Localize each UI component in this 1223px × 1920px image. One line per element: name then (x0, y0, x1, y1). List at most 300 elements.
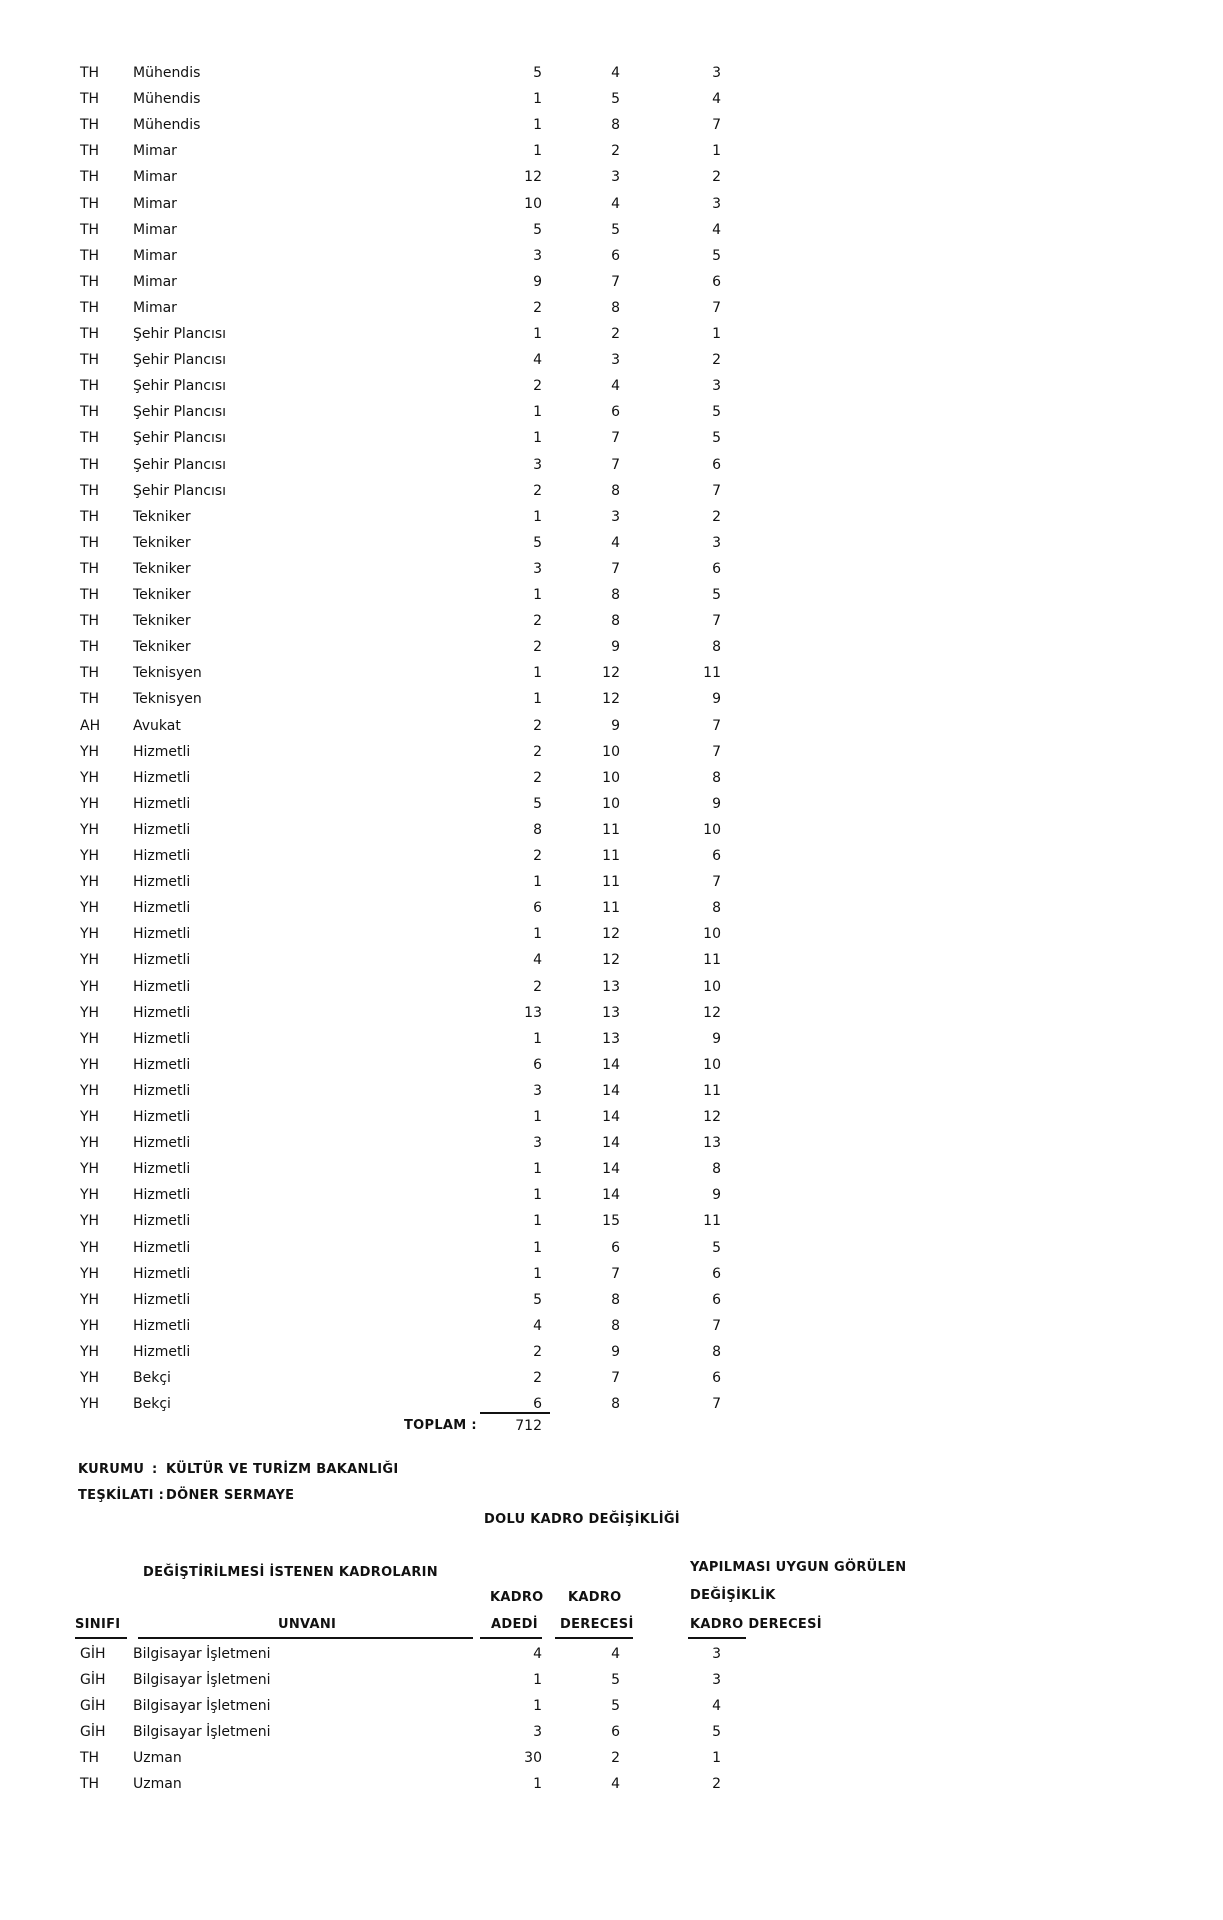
derece-cell: 7 (611, 1370, 620, 1386)
derece-cell: 10 (602, 795, 620, 812)
sinif-cell: TH (80, 169, 100, 186)
unvan-cell: Hizmetli (133, 1343, 191, 1360)
sinif-cell: YH (80, 743, 100, 760)
sinif-cell: TH (80, 691, 100, 708)
adet-cell: 1 (533, 587, 542, 603)
sinif-cell: YH (80, 1343, 100, 1360)
adet-cell: 3 (533, 247, 542, 264)
sinif-cell: TH (80, 430, 100, 447)
adet-cell: 4 (533, 952, 542, 969)
adet-cell: 2 (533, 1343, 542, 1360)
unvan-cell: Hizmetli (133, 743, 191, 760)
derece-cell: 12 (602, 665, 620, 682)
adet-cell: 6 (533, 1056, 542, 1073)
sinif-cell: YH (80, 1265, 100, 1282)
uygun-cell: 6 (712, 1291, 721, 1308)
sinif-cell: TH (80, 326, 100, 342)
sinif-cell: TH (80, 117, 100, 134)
derece-cell: 8 (611, 1291, 620, 1308)
sinif-cell: YH (80, 1317, 100, 1334)
unvan-cell: Şehir Plancısı (133, 352, 227, 369)
adet-cell: 1 (533, 143, 542, 160)
sinif-cell: TH (80, 587, 100, 603)
derece-cell: 7 (611, 560, 620, 577)
sinif-cell: GİH (80, 1672, 106, 1688)
sinif-cell: GİH (80, 1698, 106, 1714)
adet-cell: 2 (533, 848, 542, 864)
unvan-cell: Mimar (133, 221, 177, 238)
adet-cell: 1 (533, 1672, 542, 1688)
derece-cell: 11 (602, 848, 620, 864)
derece-cell: 5 (611, 1698, 620, 1714)
adet-cell: 3 (533, 560, 542, 577)
unvan-cell: Bilgisayar İşletmeni (133, 1724, 271, 1740)
adet-cell: 1 (533, 874, 542, 891)
derece-cell: 6 (611, 247, 620, 264)
derece-cell: 7 (611, 456, 620, 473)
adet-cell: 1 (533, 117, 542, 134)
adet-cell: 2 (533, 613, 542, 630)
uygun-cell: 5 (712, 247, 721, 264)
derece-cell: 4 (611, 378, 620, 395)
adet-cell: 4 (533, 1646, 542, 1662)
uygun-cell: 7 (712, 613, 721, 630)
uygun-cell: 3 (712, 378, 721, 395)
sinif-cell: TH (80, 456, 100, 473)
adet-cell: 5 (533, 795, 542, 812)
unvan-cell: Teknisyen (133, 665, 202, 682)
uygun-cell: 1 (712, 326, 721, 342)
uygun-cell: 7 (712, 1317, 721, 1334)
sinif-cell: YH (80, 952, 100, 969)
sinif-cell: YH (80, 1082, 100, 1099)
derece-cell: 11 (602, 900, 620, 917)
derece-cell: 7 (611, 430, 620, 447)
unvan-cell: Hizmetli (133, 1317, 191, 1334)
adet-cell: 1 (533, 91, 542, 108)
adet-cell: 1 (533, 926, 542, 943)
sinif-cell: YH (80, 900, 100, 917)
derece-cell: 2 (611, 326, 620, 342)
derece-cell: 15 (602, 1213, 620, 1230)
adet-cell: 2 (533, 378, 542, 395)
adet-cell: 3 (533, 1082, 542, 1099)
derece-cell: 6 (611, 1724, 620, 1740)
uygun-cell: 8 (712, 1343, 721, 1360)
uygun-cell: 9 (712, 795, 721, 812)
uygun-cell: 7 (712, 717, 721, 734)
uygun-cell: 12 (703, 1109, 721, 1125)
adet-cell: 1 (533, 326, 542, 342)
total-value: 712 (515, 1418, 542, 1434)
sinif-cell: TH (80, 221, 100, 238)
uygun-cell: 11 (703, 1082, 721, 1099)
derece-cell: 4 (611, 195, 620, 212)
uygun-cell: 2 (712, 1776, 721, 1792)
derece-cell: 12 (602, 691, 620, 708)
sinif-cell: YH (80, 1239, 100, 1256)
uygun-cell: 3 (712, 65, 721, 81)
uygun-cell: 4 (712, 1698, 721, 1714)
unvan-cell: Şehir Plancısı (133, 456, 227, 473)
total-label: TOPLAM : (404, 1418, 477, 1433)
derece-header-line2: DERECESİ (560, 1617, 634, 1632)
adet-cell: 1 (533, 1239, 542, 1256)
uygun-cell: 8 (712, 900, 721, 917)
unvan-cell: Mühendis (133, 91, 201, 108)
sinif-cell: TH (80, 195, 100, 212)
derece-cell: 6 (611, 404, 620, 421)
sinif-cell: YH (80, 1187, 100, 1204)
uygun-cell: 7 (712, 1396, 721, 1413)
adet-cell: 10 (524, 195, 542, 212)
sinif-cell: TH (80, 91, 100, 108)
adet-cell: 6 (533, 1396, 542, 1413)
kurumu-value: KÜLTÜR VE TURİZM BAKANLIĞI (166, 1462, 399, 1477)
uygun-cell: 10 (703, 821, 721, 838)
adet-cell: 12 (524, 169, 542, 186)
derece-cell: 5 (611, 1672, 620, 1688)
unvan-cell: Hizmetli (133, 1135, 191, 1152)
uygun-cell: 8 (712, 1161, 721, 1178)
sinif-cell: GİH (80, 1724, 106, 1740)
adet-cell: 1 (533, 1776, 542, 1792)
adet-cell: 13 (524, 1004, 542, 1021)
kurumu-label: KURUMU (78, 1462, 145, 1477)
derece-cell: 14 (602, 1082, 620, 1099)
sinif-cell: TH (80, 404, 100, 421)
adet-cell: 1 (533, 508, 542, 525)
adet-header-line1: KADRO (490, 1590, 544, 1605)
adet-cell: 2 (533, 482, 542, 499)
sinif-cell: YH (80, 1370, 100, 1386)
derece-cell: 3 (611, 169, 620, 186)
derece-cell: 10 (602, 769, 620, 786)
sinif-cell: TH (80, 613, 100, 630)
derece-cell: 6 (611, 1239, 620, 1256)
derece-cell: 4 (611, 1776, 620, 1792)
unvan-cell: Hizmetli (133, 1161, 191, 1178)
uygun-cell: 7 (712, 482, 721, 499)
sinif-cell: TH (80, 299, 100, 316)
adet-cell: 1 (533, 404, 542, 421)
sinif-cell: YH (80, 821, 100, 838)
unvan-cell: Hizmetli (133, 926, 191, 943)
sinif-cell: TH (80, 247, 100, 264)
sinif-cell: TH (80, 534, 100, 551)
unvan-cell: Bilgisayar İşletmeni (133, 1646, 271, 1662)
sinif-header: SINIFI (75, 1617, 121, 1632)
sinif-cell: YH (80, 1109, 100, 1125)
adet-cell: 2 (533, 769, 542, 786)
uygun-cell: 3 (712, 1672, 721, 1688)
derece-cell: 14 (602, 1056, 620, 1073)
adet-cell: 4 (533, 1317, 542, 1334)
unvan-cell: Bilgisayar İşletmeni (133, 1672, 271, 1688)
derece-cell: 8 (611, 1317, 620, 1334)
unvan-cell: Hizmetli (133, 1239, 191, 1256)
unvan-cell: Hizmetli (133, 795, 191, 812)
unvan-cell: Mimar (133, 143, 177, 160)
uygun-cell: 6 (712, 1265, 721, 1282)
adet-cell: 1 (533, 665, 542, 682)
section-heading: DOLU KADRO DEĞİŞİKLİĞİ (484, 1512, 680, 1527)
unvan-cell: Hizmetli (133, 848, 191, 864)
unvan-cell: Mimar (133, 247, 177, 264)
uygun-cell: 2 (712, 352, 721, 369)
adet-cell: 5 (533, 221, 542, 238)
adet-cell: 1 (533, 1187, 542, 1204)
unvan-cell: Tekniker (133, 560, 191, 577)
unvan-cell: Teknisyen (133, 691, 202, 708)
sinif-cell: TH (80, 639, 100, 656)
adet-cell: 3 (533, 1724, 542, 1740)
unvan-cell: Mimar (133, 273, 177, 290)
uygun-cell: 8 (712, 639, 721, 656)
unvan-cell: Mühendis (133, 65, 201, 81)
sinif-cell: AH (80, 717, 101, 734)
adet-cell: 2 (533, 639, 542, 656)
uygun-cell: 12 (703, 1004, 721, 1021)
derece-cell: 13 (602, 1030, 620, 1047)
derece-cell: 7 (611, 1265, 620, 1282)
uygun-cell: 9 (712, 1030, 721, 1047)
derece-cell: 12 (602, 926, 620, 943)
unvan-cell: Tekniker (133, 639, 191, 656)
sinif-cell: TH (80, 378, 100, 395)
adet-cell: 8 (533, 821, 542, 838)
unvan-cell: Hizmetli (133, 1187, 191, 1204)
unvan-cell: Hizmetli (133, 1213, 191, 1230)
unvan-cell: Hizmetli (133, 900, 191, 917)
unvan-cell: Hizmetli (133, 1109, 191, 1125)
derece-cell: 4 (611, 65, 620, 81)
adet-cell: 1 (533, 430, 542, 447)
teskilati-label: TEŞKİLATI : (78, 1488, 165, 1503)
unvan-cell: Hizmetli (133, 769, 191, 786)
adet-cell: 1 (533, 1161, 542, 1178)
table-row (0, 1749, 1223, 1775)
adet-cell: 4 (533, 352, 542, 369)
sinif-cell: TH (80, 352, 100, 369)
sinif-cell: YH (80, 1396, 100, 1413)
derece-cell: 9 (611, 717, 620, 734)
sinif-cell: YH (80, 874, 100, 891)
sinif-cell: YH (80, 1161, 100, 1178)
group-left-header: DEĞİŞTİRİLMESİ İSTENEN KADROLARIN (143, 1565, 438, 1580)
derece-cell: 8 (611, 587, 620, 603)
adet-cell: 9 (533, 273, 542, 290)
table-row (0, 1671, 1223, 1697)
unvan-cell: Hizmetli (133, 952, 191, 969)
derece-cell: 7 (611, 273, 620, 290)
uygun-cell: 4 (712, 91, 721, 108)
uygun-cell: 7 (712, 299, 721, 316)
uygun-cell: 3 (712, 1646, 721, 1662)
adet-cell: 2 (533, 717, 542, 734)
uygun-cell: 4 (712, 221, 721, 238)
unvan-cell: Uzman (133, 1750, 182, 1766)
uygun-cell: 2 (712, 169, 721, 186)
derece-cell: 4 (611, 534, 620, 551)
uygun-cell: 6 (712, 560, 721, 577)
unvan-cell: Uzman (133, 1776, 182, 1792)
uygun-cell: 7 (712, 874, 721, 891)
derece-cell: 9 (611, 1343, 620, 1360)
derece-cell: 5 (611, 221, 620, 238)
derece-cell: 5 (611, 91, 620, 108)
derece-cell: 8 (611, 117, 620, 134)
adet-cell: 1 (533, 691, 542, 708)
table-row (0, 1723, 1223, 1749)
unvan-cell: Hizmetli (133, 1004, 191, 1021)
adet-cell: 6 (533, 900, 542, 917)
uygun-cell: 11 (703, 665, 721, 682)
uygun-cell: 3 (712, 195, 721, 212)
unvan-header: UNVANI (278, 1617, 337, 1632)
adet-cell: 2 (533, 1370, 542, 1386)
unvan-cell: Tekniker (133, 613, 191, 630)
unvan-cell: Hizmetli (133, 1056, 191, 1073)
uygun-cell: 7 (712, 743, 721, 760)
group-right-header-line1: YAPILMASI UYGUN GÖRÜLEN (690, 1560, 907, 1575)
sinif-cell: YH (80, 848, 100, 864)
sinif-cell: YH (80, 769, 100, 786)
unvan-cell: Şehir Plancısı (133, 378, 227, 395)
uygun-cell: 6 (712, 848, 721, 864)
derece-cell: 14 (602, 1187, 620, 1204)
adet-cell: 1 (533, 1109, 542, 1125)
uygun-cell: 1 (712, 1750, 721, 1766)
derece-cell: 11 (602, 821, 620, 838)
adet-cell: 5 (533, 534, 542, 551)
sinif-cell: YH (80, 978, 100, 995)
uygun-cell: 6 (712, 1370, 721, 1386)
unvan-cell: Bekçi (133, 1396, 171, 1413)
derece-cell: 11 (602, 874, 620, 891)
derece-cell: 8 (611, 613, 620, 630)
uygun-cell: 7 (712, 117, 721, 134)
sinif-cell: TH (80, 65, 100, 81)
sinif-cell: YH (80, 1004, 100, 1021)
uygun-cell: 11 (703, 952, 721, 969)
uygun-cell: 9 (712, 691, 721, 708)
unvan-cell: Tekniker (133, 534, 191, 551)
adet-cell: 1 (533, 1698, 542, 1714)
table-row (0, 1645, 1223, 1671)
uygun-cell: 1 (712, 143, 721, 160)
derece-cell: 12 (602, 952, 620, 969)
sinif-cell: TH (80, 508, 100, 525)
derece-cell: 4 (611, 1646, 620, 1662)
unvan-cell: Hizmetli (133, 978, 191, 995)
derece-cell: 2 (611, 143, 620, 160)
unvan-cell: Avukat (133, 717, 181, 734)
sinif-cell: TH (80, 1776, 100, 1792)
derece-header-line1: KADRO (568, 1590, 622, 1605)
derece-cell: 14 (602, 1109, 620, 1125)
sinif-cell: YH (80, 926, 100, 943)
unvan-cell: Şehir Plancısı (133, 482, 227, 499)
uygun-cell: 3 (712, 534, 721, 551)
unvan-cell: Şehir Plancısı (133, 430, 227, 447)
uygun-cell: 5 (712, 430, 721, 447)
uygun-cell: 10 (703, 1056, 721, 1073)
uygun-cell: 8 (712, 769, 721, 786)
sinif-cell: YH (80, 795, 100, 812)
adet-cell: 2 (533, 299, 542, 316)
uygun-cell: 10 (703, 978, 721, 995)
derece-cell: 8 (611, 1396, 620, 1413)
adet-cell: 5 (533, 65, 542, 81)
sinif-cell: GİH (80, 1646, 106, 1662)
sinif-cell: YH (80, 1056, 100, 1073)
kurumu-separator: : (152, 1462, 158, 1477)
adet-cell: 3 (533, 456, 542, 473)
derece-cell: 9 (611, 639, 620, 656)
adet-cell: 1 (533, 1213, 542, 1230)
derece-cell: 3 (611, 352, 620, 369)
sinif-cell: TH (80, 560, 100, 577)
uygun-cell: 5 (712, 1724, 721, 1740)
adet-cell: 2 (533, 743, 542, 760)
uygun-cell: 10 (703, 926, 721, 943)
derece-cell: 2 (611, 1750, 620, 1766)
adet-cell: 5 (533, 1291, 542, 1308)
adet-cell: 1 (533, 1265, 542, 1282)
teskilati-value: DÖNER SERMAYE (166, 1488, 295, 1503)
derece-cell: 10 (602, 743, 620, 760)
derece-cell: 8 (611, 299, 620, 316)
sinif-cell: TH (80, 1750, 100, 1766)
unvan-cell: Tekniker (133, 587, 191, 603)
table-row (0, 1775, 1223, 1801)
adet-header-line2: ADEDİ (491, 1617, 538, 1632)
unvan-cell: Mimar (133, 299, 177, 316)
uygun-cell: 5 (712, 587, 721, 603)
adet-cell: 30 (524, 1750, 542, 1766)
uygun-cell: 13 (703, 1135, 721, 1152)
derece-cell: 13 (602, 1004, 620, 1021)
uygun-cell: 5 (712, 404, 721, 421)
sinif-cell: TH (80, 482, 100, 499)
sinif-cell: TH (80, 273, 100, 290)
uygun-cell: 6 (712, 273, 721, 290)
derece-cell: 3 (611, 508, 620, 525)
unvan-cell: Hizmetli (133, 821, 191, 838)
group-right-header-line2: DEĞİŞİKLİK (690, 1588, 776, 1603)
derece-cell: 13 (602, 978, 620, 995)
unvan-cell: Hizmetli (133, 874, 191, 891)
derece-cell: 8 (611, 482, 620, 499)
uygun-cell: 9 (712, 1187, 721, 1204)
uygun-cell: 5 (712, 1239, 721, 1256)
uygun-cell: 2 (712, 508, 721, 525)
unvan-cell: Bilgisayar İşletmeni (133, 1698, 271, 1714)
unvan-cell: Mühendis (133, 117, 201, 134)
unvan-cell: Şehir Plancısı (133, 326, 227, 342)
sinif-cell: YH (80, 1291, 100, 1308)
adet-cell: 1 (533, 1030, 542, 1047)
adet-cell: 3 (533, 1135, 542, 1152)
uygun-cell: 6 (712, 456, 721, 473)
sinif-cell: TH (80, 665, 100, 682)
uygun-cell: 11 (703, 1213, 721, 1230)
unvan-cell: Hizmetli (133, 1291, 191, 1308)
derece-cell: 14 (602, 1135, 620, 1152)
unvan-cell: Mimar (133, 195, 177, 212)
sinif-cell: TH (80, 143, 100, 160)
